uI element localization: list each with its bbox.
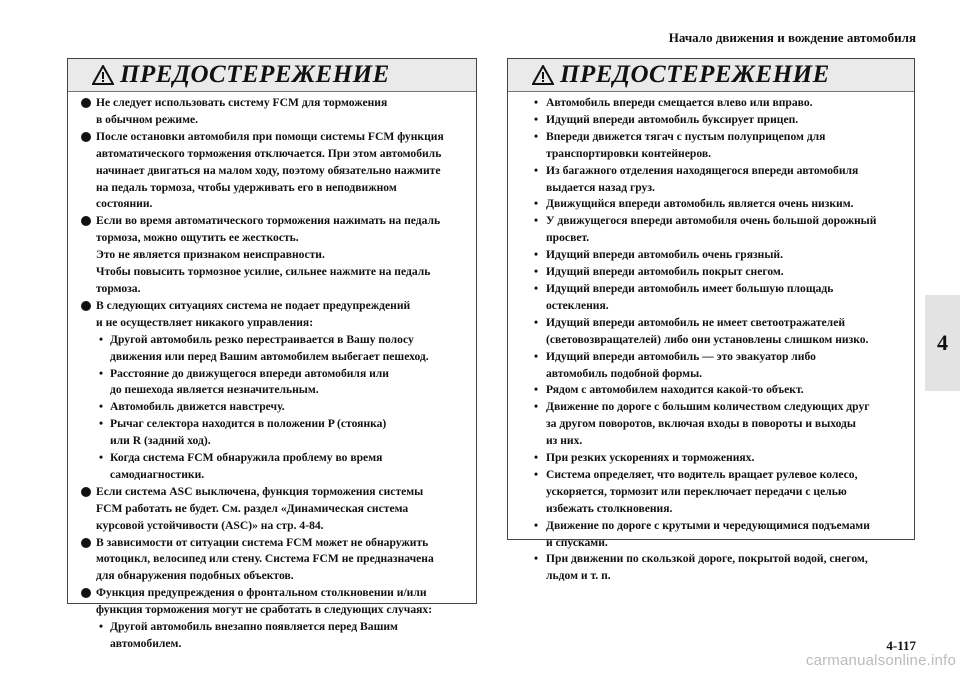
bullet-icon: • — [534, 315, 539, 329]
warning-item-text: После остановки автомобиля при помощи системы FCM функция автоматического торможения отключается. При этом автомобиль начинает двигаться на малом ходу, поэтому обязательно нажмите на педаль тормоза, чтобы удерживать его в неподвижном состоянии. — [96, 129, 444, 211]
filled-circle-bullet-icon — [81, 301, 91, 311]
warning-item — [80, 585, 466, 653]
condition-item-text: Идущий впереди автомобиль буксирует прицеп. — [546, 112, 799, 126]
condition-item-text: Движение по дороге с крутыми и чередующимися подъемами и спусками. — [546, 518, 870, 549]
condition-item — [534, 399, 904, 450]
bullet-icon: • — [534, 383, 539, 397]
condition-item-text: Движение по дороге с большим количеством следующих друг за другом поворотов, включая входы в повороты и выходы из них. — [546, 400, 870, 448]
condition-item — [534, 467, 904, 518]
condition-item-text: Рядом с автомобилем находится какой-то объект. — [546, 383, 804, 397]
warning-subitem — [96, 366, 466, 400]
condition-item — [534, 450, 904, 467]
bullet-icon: • — [534, 349, 539, 363]
filled-circle-bullet-icon — [81, 132, 91, 142]
bullet-icon: • — [534, 265, 539, 279]
bullet-icon: • — [534, 129, 539, 143]
warning-panel-header — [68, 59, 476, 92]
condition-item-text: Идущий впереди автомобиль — это эвакуатор либо автомобиль подобной формы. — [546, 349, 816, 380]
page-number: 4-117 — [886, 638, 916, 653]
condition-item-text: Движущийся впереди автомобиль является очень низким. — [546, 197, 854, 211]
warning-subitem-text: Рычаг селектора находится в положении P (стоянка) или R (задний ход). — [110, 417, 387, 448]
bullet-icon: • — [99, 620, 104, 634]
bullet-icon: • — [534, 518, 539, 532]
filled-circle-bullet-icon — [81, 538, 91, 548]
bullet-icon: • — [534, 112, 539, 126]
warning-subitem — [96, 332, 466, 366]
bullet-icon: • — [534, 214, 539, 228]
warning-subitem — [96, 450, 466, 484]
watermark: carmanualsonline.info — [805, 652, 956, 669]
condition-item — [534, 518, 904, 552]
filled-circle-bullet-icon — [81, 216, 91, 226]
warning-subitem-text: Расстояние до движущегося впереди автомобиля или до пешехода является незначительным. — [110, 366, 389, 397]
bullet-icon: • — [534, 248, 539, 262]
bullet-icon: • — [534, 552, 539, 566]
condition-item-text: При резких ускорениях и торможениях. — [546, 451, 755, 465]
filled-circle-bullet-icon — [81, 98, 91, 108]
bullet-icon: • — [534, 281, 539, 295]
bullet-icon: • — [99, 366, 104, 380]
filled-circle-bullet-icon — [81, 487, 91, 497]
warning-title: ПРЕДОСТЕРЕЖЕНИЕ — [560, 61, 830, 88]
bullet-icon: • — [99, 332, 104, 346]
condition-item — [534, 112, 904, 129]
warning-item-text: Если во время автоматического торможения нажимать на педаль тормоза, можно ощутить ее жесткость. Это не является признаком неисправности. Чтобы повысить тормозное усилие, сильнее нажмите на педаль тормоза. — [96, 214, 441, 295]
warning-list — [68, 92, 476, 653]
warning-panel-left — [67, 58, 477, 650]
warning-panel-right — [507, 58, 915, 583]
warning-subitem-text: Другой автомобиль резко перестраивается в Вашу полосу движения или перед Вашим автомобилем выбегает пешеход. — [110, 332, 429, 363]
bullet-icon: • — [534, 163, 539, 177]
warning-title: ПРЕДОСТЕРЕЖЕНИЕ — [120, 61, 390, 88]
warning-subitem-text: Когда система FCM обнаружила проблему во время самодиагностики. — [110, 451, 383, 481]
condition-item — [534, 281, 904, 315]
warning-subitem — [96, 619, 466, 653]
condition-item — [534, 551, 904, 585]
bullet-icon: • — [99, 417, 104, 431]
condition-item-text: Идущий впереди автомобиль не имеет светоотражателей (световозвращателей) либо они установлены слишком низко. — [546, 315, 869, 346]
condition-item — [534, 382, 904, 399]
condition-item — [534, 349, 904, 383]
condition-item-text: У движущегося впереди автомобиля очень большой дорожный просвет. — [546, 214, 877, 245]
condition-item — [534, 213, 904, 247]
bullet-icon: • — [534, 96, 539, 109]
chapter-tab: 4 — [925, 295, 960, 391]
condition-item-text: Идущий впереди автомобиль покрыт снегом. — [546, 265, 784, 279]
bullet-icon: • — [534, 467, 539, 481]
bullet-icon: • — [534, 197, 539, 211]
warning-item-text: Функция предупреждения о фронтальном столкновении и/или функция торможения могут не сработать в следующих случаях: — [96, 586, 433, 617]
condition-item-text: Система определяет, что водитель вращает рулевое колесо, ускоряется, тормозит или переключает передачи с целью избежать столкновения. — [546, 467, 858, 515]
warning-subitem-text: Другой автомобиль внезапно появляется перед Вашим автомобилем. — [110, 620, 398, 650]
warning-item — [80, 484, 466, 535]
condition-item — [534, 264, 904, 281]
warning-panel-header — [508, 59, 914, 92]
bullet-icon: • — [99, 451, 104, 465]
warning-item-text: Если система ASC выключена, функция торможения системы FCM работать не будет. См. раздел «Динамическая система курсовой устойчивости (ASC)» на стр. 4-84. — [96, 484, 424, 532]
warning-item-text: В зависимости от ситуации система FCM может не обнаружить мотоцикл, велосипед или стену. Система FCM не предназначена для обнаружения подобных объектов. — [96, 535, 434, 583]
condition-item — [534, 196, 904, 213]
bullet-icon: • — [534, 451, 539, 465]
warning-triangle-icon — [532, 65, 554, 85]
condition-item — [534, 247, 904, 264]
warning-item — [80, 129, 466, 214]
condition-item — [534, 95, 904, 112]
bullet-icon: • — [99, 400, 104, 414]
warning-item-text: В следующих ситуациях система не подает предупреждений и не осуществляет никакого управления: — [96, 298, 411, 329]
condition-item-text: Впереди движется тягач с пустым полуприцепом для транспортировки контейнеров. — [546, 129, 826, 160]
condition-item-text: Идущий впереди автомобиль очень грязный. — [546, 248, 783, 262]
condition-item — [534, 315, 904, 349]
warning-subitem-text: Автомобиль движется навстречу. — [110, 400, 285, 414]
warning-item — [80, 95, 466, 129]
condition-item-text: При движении по скользкой дороге, покрытой водой, снегом, льдом и т. п. — [546, 552, 868, 583]
condition-item-text: Из багажного отделения находящегося впереди автомобиля выдается назад груз. — [546, 163, 859, 194]
warning-subitem — [96, 416, 466, 450]
condition-item-text: Идущий впереди автомобиль имеет большую площадь остекления. — [546, 281, 834, 312]
condition-item — [534, 163, 904, 197]
warning-item — [80, 535, 466, 586]
page-header-title: Начало движения и вождение автомобиля — [668, 30, 916, 45]
warning-triangle-icon — [92, 65, 114, 85]
filled-circle-bullet-icon — [81, 588, 91, 598]
warning-item — [80, 298, 466, 484]
condition-list — [508, 92, 914, 585]
warning-item-text: Не следует использовать систему FCM для торможения в обычном режиме. — [96, 96, 388, 126]
bullet-icon: • — [534, 400, 539, 414]
condition-item-text: Автомобиль впереди смещается влево или вправо. — [546, 96, 813, 109]
warning-subitem — [96, 399, 466, 416]
warning-item — [80, 213, 466, 298]
condition-item — [534, 129, 904, 163]
